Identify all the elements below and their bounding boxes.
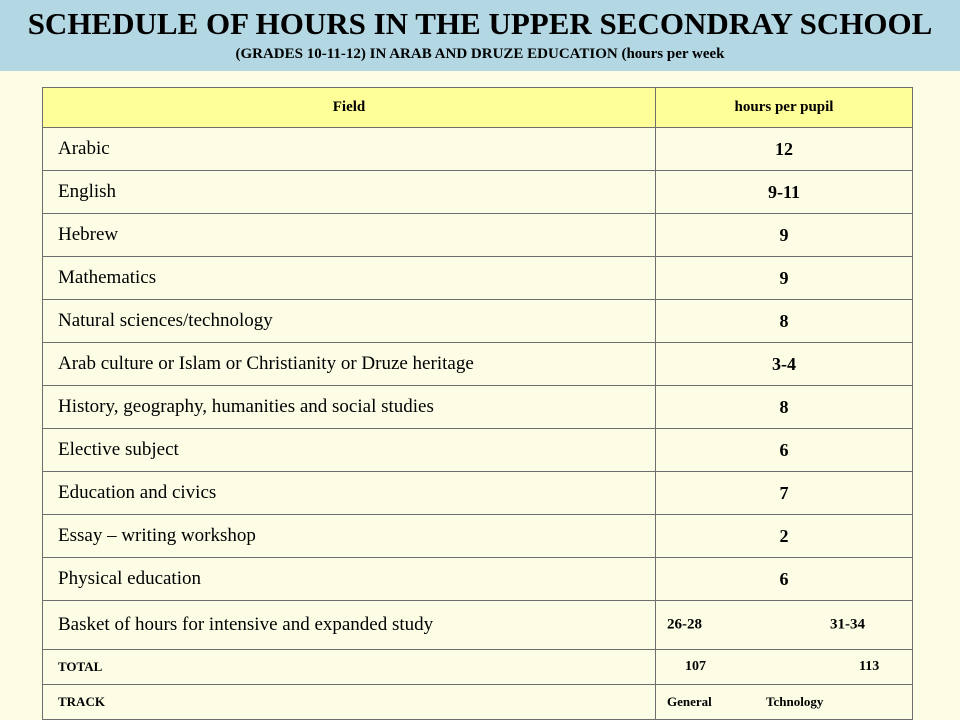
page-subtitle: (GRADES 10-11-12) IN ARAB AND DRUZE EDUCATION (hours per week [235, 46, 725, 62]
column-header-field: Field [43, 88, 656, 128]
track-cell [656, 685, 913, 720]
hours-cell: 9-11 [656, 171, 913, 214]
title-bar [0, 0, 960, 71]
total-technology-hours: 113 [859, 659, 880, 674]
hours-cell: 7 [656, 472, 913, 515]
hours-cell: 9 [656, 214, 913, 257]
table-row [43, 515, 913, 558]
table-row [43, 300, 913, 343]
field-cell: Arab culture or Islam or Christianity or Druze heritage [43, 343, 656, 386]
field-cell: Arabic [43, 128, 656, 171]
field-cell: Mathematics [43, 257, 656, 300]
track-label: TRACK [43, 685, 656, 720]
hours-cell: 6 [656, 429, 913, 472]
total-general-hours: 107 [685, 659, 706, 674]
field-cell: Elective subject [43, 429, 656, 472]
table-header-row [43, 88, 913, 128]
total-row [43, 650, 913, 685]
table-row [43, 472, 913, 515]
basket-general-hours: 26-28 [667, 616, 702, 633]
hours-cell: 3-4 [656, 343, 913, 386]
table-row [43, 171, 913, 214]
basket-technology-hours: 31-34 [830, 616, 865, 633]
page-title: SCHEDULE OF HOURS IN THE UPPER SECONDRAY SCHOOL [27, 6, 933, 41]
table-row [43, 257, 913, 300]
hours-table [42, 87, 913, 720]
track-row [43, 685, 913, 720]
table-row [43, 429, 913, 472]
basket-hours-cell [656, 601, 913, 650]
field-cell: History, geography, humanities and social studies [43, 386, 656, 429]
track-general: General [667, 694, 712, 709]
field-cell: Physical education [43, 558, 656, 601]
hours-cell: 8 [656, 386, 913, 429]
field-cell: English [43, 171, 656, 214]
hours-cell: 9 [656, 257, 913, 300]
column-header-hours: hours per pupil [656, 88, 913, 128]
table-row [43, 386, 913, 429]
hours-cell: 6 [656, 558, 913, 601]
table-row [43, 128, 913, 171]
total-label: TOTAL [43, 650, 656, 685]
field-cell: Hebrew [43, 214, 656, 257]
total-hours-cell [656, 650, 913, 685]
hours-cell: 12 [656, 128, 913, 171]
hours-cell: 2 [656, 515, 913, 558]
field-cell: Natural sciences/technology [43, 300, 656, 343]
basket-row [43, 601, 913, 650]
table-row [43, 343, 913, 386]
table-row [43, 214, 913, 257]
table-row [43, 558, 913, 601]
track-technology: Tchnology [766, 694, 824, 709]
field-cell: Education and civics [43, 472, 656, 515]
basket-field-cell: Basket of hours for intensive and expanded study [43, 601, 656, 650]
field-cell: Essay – writing workshop [43, 515, 656, 558]
hours-cell: 8 [656, 300, 913, 343]
